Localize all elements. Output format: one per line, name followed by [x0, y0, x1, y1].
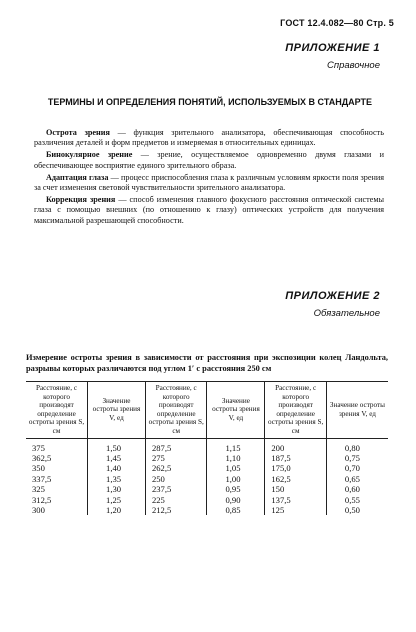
appendix-2 [285, 290, 380, 319]
distance-cell: 325 [32, 484, 45, 495]
acuity-cell: 1,45 [88, 453, 146, 463]
distance-cell: 287,5 [145, 438, 207, 453]
page-header: ГОСТ 12.4.082—80 Стр. 5 [280, 18, 394, 28]
header-distance: Расстояние, с которого производят определение остроты зрения S, см [265, 382, 327, 439]
appendix-2-status: Обязательное [313, 308, 380, 319]
table-row [26, 505, 388, 515]
acuity-cell: 1,40 [88, 463, 146, 473]
acuity-cell: 0,70 [326, 463, 388, 473]
distance-cell: 300 [32, 505, 45, 515]
definition-3: Адаптация глаза — процесс приспособления глаза к различным условиям яркости поля зрения за счет изменения световой чувствительности зрительного анализатора. [34, 172, 384, 193]
acuity-cell: 0,50 [326, 505, 388, 515]
distance-cell: 262,5 [145, 463, 207, 473]
definition-2: Бинокулярное зрение — зрение, осуществляемое одновременно двумя глазами и обеспечивающее восприятие единого зрительного образа. [34, 150, 384, 170]
definition-1: Острота зрения — функция зрительного анализатора, обеспечивающая способность различения деталей и форм предметов и измеряемая в относительных единицах. [34, 128, 384, 148]
acuity-table [26, 381, 388, 515]
header-acuity: Значение остроты зрения V, ед [88, 382, 146, 439]
acuity-cell: 0,60 [326, 484, 388, 494]
table-row [26, 453, 388, 463]
header-acuity: Значение остроты зрения V, ед [207, 382, 265, 439]
acuity-cell: 0,85 [207, 505, 265, 515]
acuity-cell: 1,15 [207, 438, 265, 453]
distance-cell: 187,5 [265, 453, 327, 463]
definition-4: Коррекция зрения — способ изменения главного фокусного расстояния оптической системы глаза с помощью внешних (по отношению к глазу) оптических устройств для получения максимальной разрешающей способности. [34, 195, 384, 225]
acuity-cell: 1,50 [88, 438, 146, 453]
distance-cell: 212,5 [145, 505, 207, 515]
distance-cell: 225 [145, 495, 207, 505]
distance-cell: 150 [265, 484, 327, 494]
definitions [34, 128, 384, 228]
acuity-cell: 1,35 [88, 474, 146, 484]
appendix-1 [285, 42, 380, 71]
header-distance: Расстояние, с которого производят определение остроты зрения S, см [26, 382, 88, 439]
acuity-cell: 1,05 [207, 463, 265, 473]
distance-cell: 237,5 [145, 484, 207, 494]
acuity-cell: 1,00 [207, 474, 265, 484]
acuity-cell: 0,75 [326, 453, 388, 463]
appendix-1-title: ПРИЛОЖЕНИЕ 1 [285, 42, 380, 54]
appendix-1-status: Справочное [327, 60, 380, 71]
distance-cell: 350 [32, 463, 45, 474]
distance-cell: 250 [145, 474, 207, 484]
acuity-cell: 1,25 [88, 495, 146, 505]
table-header-row [26, 382, 388, 439]
header-acuity: Значение остроты зрения V, ед [326, 382, 388, 439]
acuity-cell: 0,55 [326, 495, 388, 505]
distance-cell: 337,5 [32, 473, 52, 484]
distance-cell: 125 [265, 505, 327, 515]
distance-cell: 312,5 [32, 494, 52, 505]
table-row [26, 438, 388, 453]
table-row [26, 474, 388, 484]
header-distance: Расстояние, с которого производят определение остроты зрения S, см [145, 382, 207, 439]
appendix-2-title: ПРИЛОЖЕНИЕ 2 [285, 290, 380, 302]
table-row [26, 484, 388, 494]
distance-cell: 137,5 [265, 495, 327, 505]
distance-cell: 175,0 [265, 463, 327, 473]
distance-cell: 200 [265, 438, 327, 453]
table-caption: Измерение остроты зрения в зависимости от расстояния при экспозиции колец Ландольта, разрывы которых различаются под углом 1′ с расстояния 250 см [26, 353, 388, 373]
table-row [26, 495, 388, 505]
acuity-cell: 1,20 [88, 505, 146, 515]
distance-cell: 362,5 [32, 452, 52, 463]
acuity-cell: 1,30 [88, 484, 146, 494]
acuity-cell: 0,80 [326, 438, 388, 453]
distance-cell: 375 [32, 442, 45, 453]
distance-cell: 162,5 [265, 474, 327, 484]
acuity-cell: 1,10 [207, 453, 265, 463]
acuity-cell: 0,90 [207, 495, 265, 505]
acuity-cell: 0,95 [207, 484, 265, 494]
section-title: ТЕРМИНЫ И ОПРЕДЕЛЕНИЯ ПОНЯТИЙ, ИСПОЛЬЗУЕМЫХ В СТАНДАРТЕ [47, 97, 373, 107]
table-body [26, 438, 388, 515]
distance-cell: 275 [145, 453, 207, 463]
acuity-cell: 0,65 [326, 474, 388, 484]
table-row [26, 463, 388, 473]
